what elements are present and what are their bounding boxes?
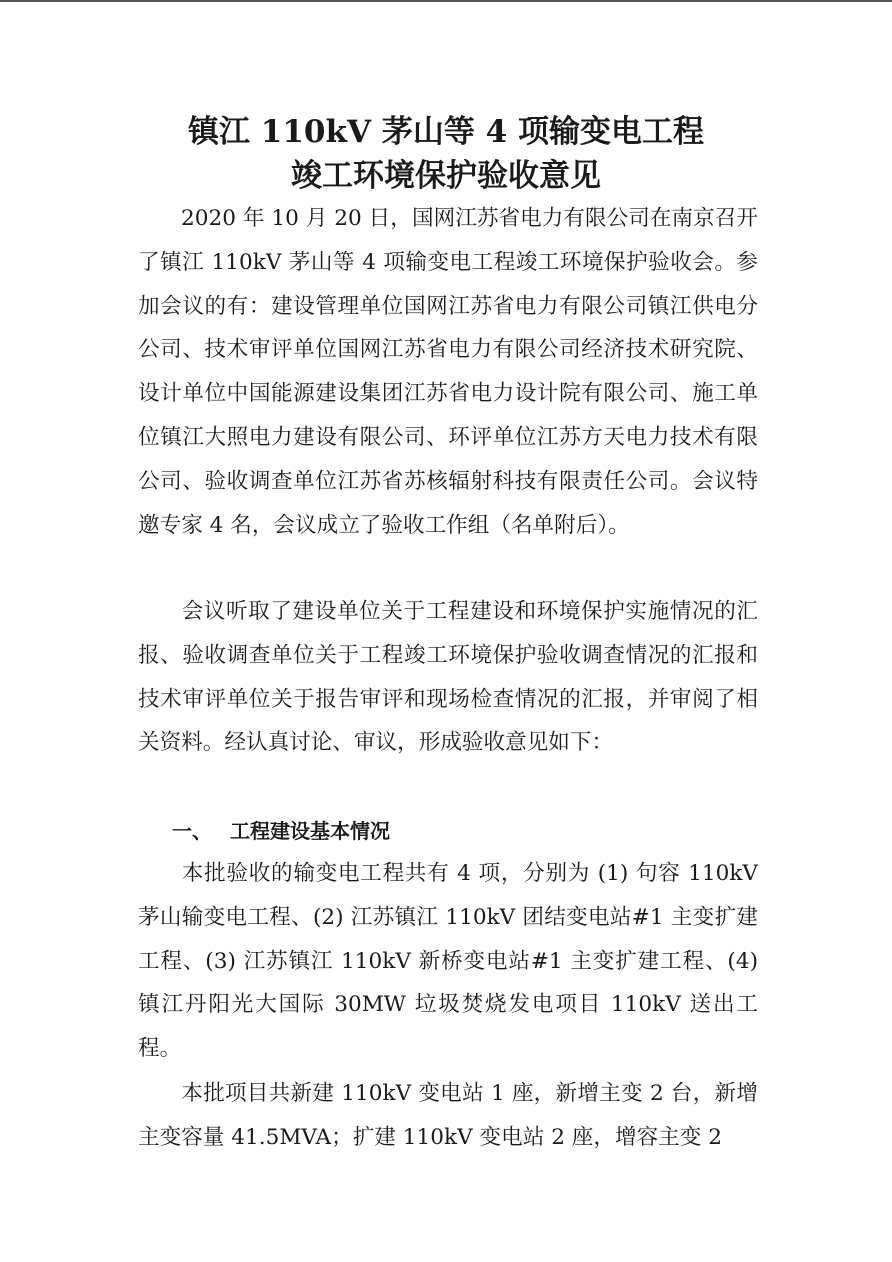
paragraph-text: 本批验收的输变电工程共有 4 项，分别为 (1) 句容 110kV 茅山输变电工程、(2) 江苏镇江 110kV 团结变电站#1 主变扩建工程、(3) 江苏镇江 110kV 新桥变电站#1 主变扩建工程、(4) 镇江丹阳光大国际 30MW 垃圾焚烧发电项目 110kV 送出工程。 bbox=[138, 861, 758, 1062]
paragraph-text: 2020 年 10 月 20 日，国网江苏省电力有限公司在南京召开了镇江 110kV 茅山等 4 项输变电工程竣工环境保护验收会。参加会议的有：建设管理单位国网江苏省电力有限公司镇江供电分公司、技术审评单位国网江苏省电力有限公司经济技术研究院、设计单位中国能源建设集团江苏省电力设计院有限公司、施工单位镇江大照电力建设有限公司、环评单位江苏方天电力技术有限公司、验收调查单位江苏省苏核辐射科技有限责任公司。会议特邀专家 4 名，会议成立了验收工作组（名单附后）。 bbox=[138, 206, 758, 538]
document-title-line1: 镇江 110kV 茅山等 4 项输变电工程 bbox=[188, 114, 704, 150]
paragraph-meeting-intro bbox=[138, 197, 758, 547]
paragraph-text: 会议听取了建设单位关于工程建设和环境保护实施情况的汇报、验收调查单位关于工程竣工环境保护验收调查情况的汇报和技术审评单位关于报告审评和现场检查情况的汇报，并审阅了相关资料。经认真讨论、审议，形成验收意见如下： bbox=[138, 599, 758, 756]
section-heading-1 bbox=[172, 809, 390, 853]
section-title: 工程建设基本情况 bbox=[230, 819, 390, 843]
paragraph-meeting-process bbox=[138, 590, 758, 765]
section-number: 一、 bbox=[172, 819, 212, 843]
paragraph-project-scale bbox=[138, 1072, 758, 1160]
paragraph-text: 本批项目共新建 110kV 变电站 1 座，新增主变 2 台，新增主变容量 41.5MVA；扩建 110kV 变电站 2 座，增容主变 2 bbox=[138, 1081, 758, 1150]
document-title-line2: 竣工环境保护验收意见 bbox=[291, 158, 601, 194]
paragraph-project-list bbox=[138, 852, 758, 1071]
